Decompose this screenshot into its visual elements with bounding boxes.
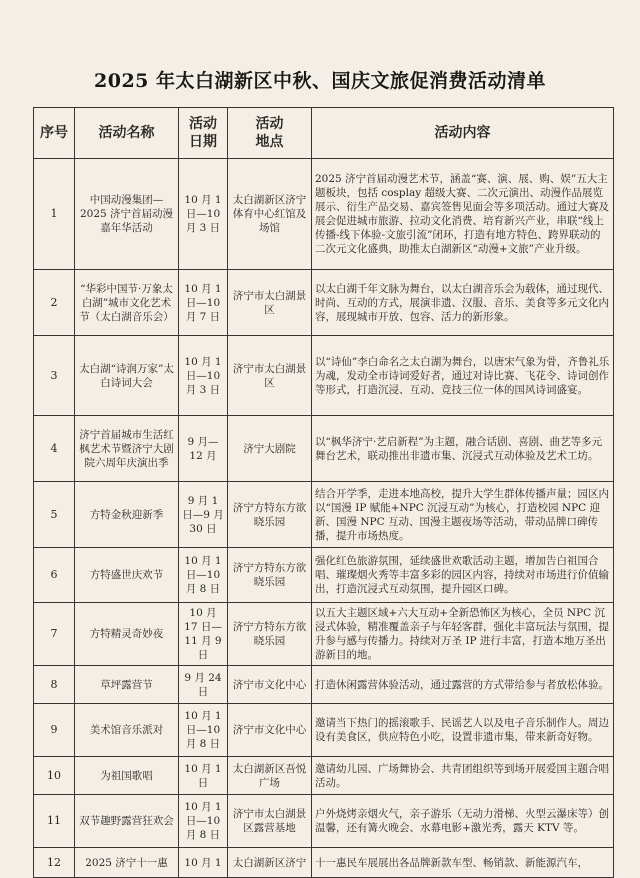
row-date: 9 月 24 日: [179, 666, 228, 704]
table-row: [34, 336, 614, 416]
row-content: 以“诗仙”李白命名之太白湖为舞台，以唐宋气象为骨，齐鲁礼乐为魂，发动全市诗词爱好者，通过对诗比赛、飞花令、诗词创作等形式，打造沉浸、互动、竞技三位一体的国风诗词盛宴。: [312, 336, 614, 416]
row-location: 太白湖新区济宁: [228, 848, 312, 878]
row-content: 邀请当下热门的摇滚歌手、民谣艺人以及电子音乐制作人。周边设有美食区，供应特色小吃，设置非遗市集，带来新奇好物。: [312, 704, 614, 757]
row-name: 方特盛世庆欢节: [75, 548, 179, 603]
table-row: [34, 848, 614, 878]
row-content: 户外烧烤亲烟火气，亲子游乐（无动力滑梯、火型云瀑床等）创温馨，还有篝火晚会、水幕电影+激光秀，露天 KTV 等。: [312, 795, 614, 848]
row-content: 2025 济宁首届动漫艺术节，涵盖“赛、演、展、购、娱”五大主题板块，包括 cosplay 超级大赛、二次元演出、动漫作品展览展示、衍生产品交易、嘉宾签售见面会等多项活动。通过大赛及展会促进城市旅游、拉动文化消费、培育新兴产业，串联“线上传播-线下体验-文旅引流”闭环，打造有地方特色、跨界联动的二次元文化盛典，助推太白湖新区“动漫+文旅”产业升级。: [312, 159, 614, 270]
table-row: [34, 548, 614, 603]
table-row: [34, 416, 614, 482]
row-no: 12: [34, 848, 75, 878]
table-row: [34, 666, 614, 704]
row-no: 5: [34, 482, 75, 548]
row-no: 11: [34, 795, 75, 848]
row-location: 济宁方特东方欲晓乐园: [228, 603, 312, 666]
table-row: [34, 482, 614, 548]
row-location: 济宁大剧院: [228, 416, 312, 482]
row-name: “华彩中国节·万象太白湖”城市文化艺术节（太白湖音乐会）: [75, 270, 179, 336]
row-no: 3: [34, 336, 75, 416]
table-header-row: [34, 108, 614, 159]
row-no: 10: [34, 757, 75, 795]
row-no: 8: [34, 666, 75, 704]
table-row: [34, 159, 614, 270]
row-content: 以太白湖千年文脉为舞台，以太白湖音乐会为载体，通过现代、时尚、互动的方式，展演非遗、汉服、音乐、美食等多元文化内容，展现城市开放、包容、活力的新形象。: [312, 270, 614, 336]
table-row: [34, 757, 614, 795]
row-location: 太白湖新区吾悦广场: [228, 757, 312, 795]
row-content: 强化红色旅游氛围，延续盛世欢歌活动主题，增加告白祖国合唱、璀璨烟火秀等丰富多彩的园区内容，持续对市场进行价值输出，打造沉浸式互动氛围，提升园区口碑。: [312, 548, 614, 603]
row-no: 2: [34, 270, 75, 336]
row-name: 太白湖“诗润万家”太白诗词大会: [75, 336, 179, 416]
row-content: 十一惠民车展展出各品牌新款车型、畅销款、新能源汽车，: [312, 848, 614, 878]
header-name: 活动名称: [75, 108, 179, 159]
table-row: [34, 795, 614, 848]
row-date: 10 月 1 日—10 月 3 日: [179, 159, 228, 270]
row-no: 6: [34, 548, 75, 603]
row-date: 10 月 1: [179, 848, 228, 878]
header-no: 序号: [34, 108, 75, 159]
row-date: 9 月—12 月: [179, 416, 228, 482]
row-no: 4: [34, 416, 75, 482]
row-date: 10 月 1 日—10 月 3 日: [179, 336, 228, 416]
row-content: 打造休闲露营体验活动，通过露营的方式带给参与者放松体验。: [312, 666, 614, 704]
row-name: 双节趣野露营狂欢会: [75, 795, 179, 848]
header-location: 活动 地点: [228, 108, 312, 159]
row-name: 草坪露营节: [75, 666, 179, 704]
activity-table: [33, 107, 614, 878]
row-name: 2025 济宁十一惠: [75, 848, 179, 878]
row-content: 以五大主题区域+六大互动+全新恐怖区为核心，全员 NPC 沉浸式体验，精准覆盖亲子与年轻客群，强化丰富玩法与氛围，提升参与感与传播力。持续对万圣 IP 进行丰富，打造本地万圣出游新目的地。: [312, 603, 614, 666]
row-location: 济宁市太白湖景区露营基地: [228, 795, 312, 848]
row-location: 太白湖新区济宁体育中心红馆及场馆: [228, 159, 312, 270]
row-date: 10 月 17 日—11 月 9 日: [179, 603, 228, 666]
row-location: 济宁市文化中心: [228, 666, 312, 704]
row-location: 济宁市太白湖景区: [228, 336, 312, 416]
row-date: 10 月 1 日: [179, 757, 228, 795]
row-location: 济宁方特东方欲晓乐园: [228, 548, 312, 603]
row-date: 10 月 1 日—10 月 8 日: [179, 704, 228, 757]
row-location: 济宁市文化中心: [228, 704, 312, 757]
row-date: 10 月 1 日—10 月 7 日: [179, 270, 228, 336]
row-date: 10 月 1 日—10 月 8 日: [179, 795, 228, 848]
row-name: 美术馆音乐派对: [75, 704, 179, 757]
row-date: 9 月 1 日—9 月 30 日: [179, 482, 228, 548]
row-date: 10 月 1 日—10 月 8 日: [179, 548, 228, 603]
row-content: 以“枫华济宁·艺启新程”为主题，融合话剧、喜剧、曲艺等多元舞台艺术，联动推出非遗市集、沉浸式互动体验及艺术工坊。: [312, 416, 614, 482]
document-title: 2025 年太白湖新区中秋、国庆文旅促消费活动清单: [94, 70, 546, 92]
row-content: 邀请幼儿园、广场舞协会、共青团组织等到场开展爱国主题合唱活动。: [312, 757, 614, 795]
row-name: 方特金秋迎新季: [75, 482, 179, 548]
table-row: [34, 704, 614, 757]
table-row: [34, 270, 614, 336]
header-content: 活动内容: [312, 108, 614, 159]
row-name: 方特精灵奇妙夜: [75, 603, 179, 666]
row-no: 7: [34, 603, 75, 666]
row-location: 济宁市太白湖景区: [228, 270, 312, 336]
row-no: 1: [34, 159, 75, 270]
row-location: 济宁方特东方欲晓乐园: [228, 482, 312, 548]
row-name: 中国动漫集团—2025 济宁首届动漫嘉年华活动: [75, 159, 179, 270]
row-content: 结合开学季，走进本地高校，提升大学生群体传播声量；园区内以“国漫 IP 赋能+NPC 沉浸互动”为核心，打造校园 NPC 迎新、国漫 NPC 互动、国漫主题夜场等活动，带动品牌口碑传播，提升市场热度。: [312, 482, 614, 548]
row-name: 为祖国歌唱: [75, 757, 179, 795]
row-no: 9: [34, 704, 75, 757]
row-name: 济宁首届城市生活红枫艺术节暨济宁大剧院六周年庆演出季: [75, 416, 179, 482]
table-row: [34, 603, 614, 666]
header-date: 活动 日期: [179, 108, 228, 159]
